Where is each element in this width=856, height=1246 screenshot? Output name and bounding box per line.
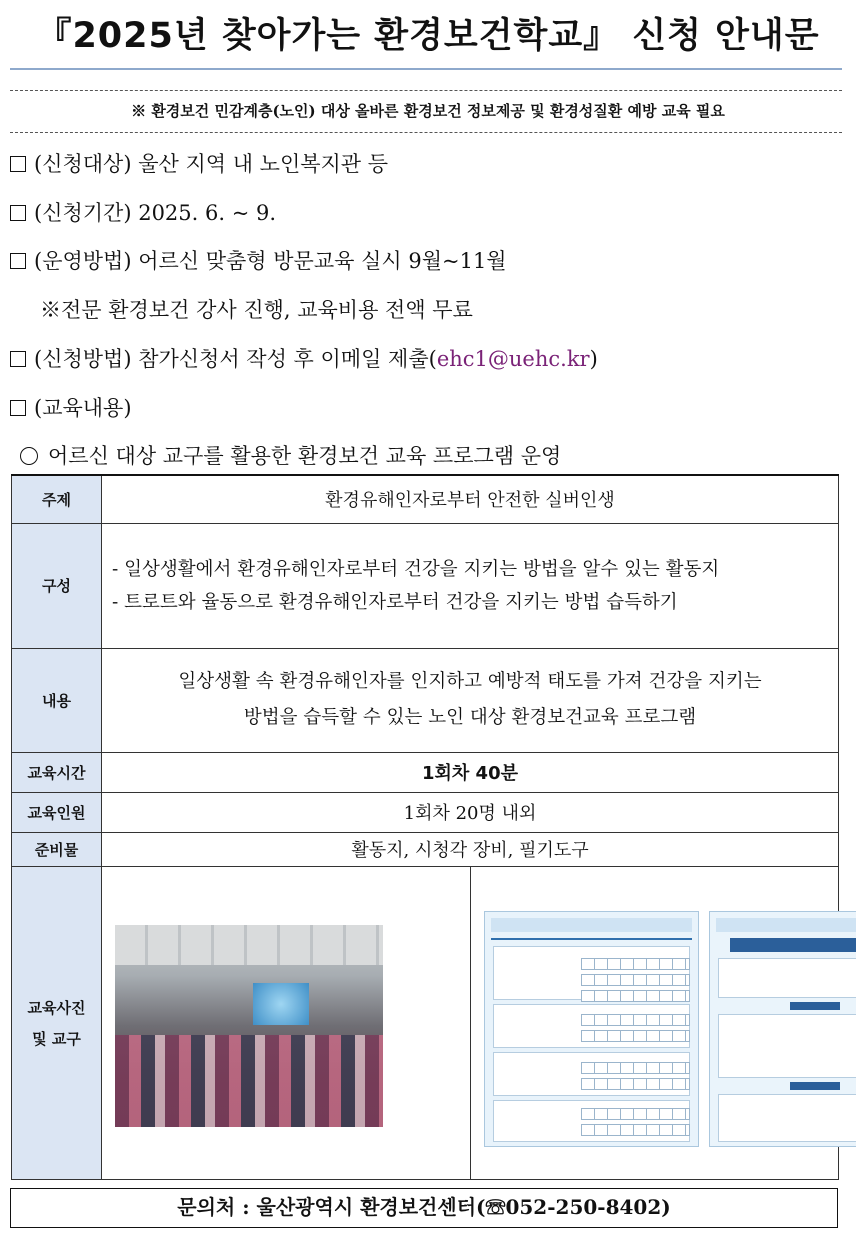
item-period-label: (신청기간) 2025. 6. ~ 9. xyxy=(34,201,277,225)
notice-text: ※ 환경보건 민감계층(노인) 대상 올바른 환경보건 정보제공 및 환경성질환 예방 교육 필요 xyxy=(131,102,725,120)
table-row-composition xyxy=(12,523,839,648)
item-method-label: (운영방법) 어르신 맞춤형 방문교육 실시 9월~11월 xyxy=(34,249,507,273)
table-row-photos xyxy=(12,866,839,1179)
prep-value: 활동지, 시청각 장비, 필기도구 xyxy=(102,832,839,866)
item-target-label: (신청대상) 울산 지역 내 노인복지관 등 xyxy=(34,152,389,176)
title-divider xyxy=(10,68,842,70)
people-label: 교육인원 xyxy=(12,792,102,832)
sub-note: ※전문 환경보건 강사 진행, 교육비용 전액 무료 xyxy=(40,298,473,322)
table-row-content xyxy=(12,648,839,752)
photo-label-line: 및 교구 xyxy=(32,1029,81,1048)
content-cell xyxy=(102,648,839,752)
item-method xyxy=(10,245,507,275)
content-line: 방법을 습득할 수 있는 노인 대상 환경보건교육 프로그램 xyxy=(243,707,697,728)
item-apply-suffix: ) xyxy=(589,347,598,371)
table-row-people xyxy=(12,792,839,832)
composition-cell xyxy=(102,523,839,648)
table-row-time xyxy=(12,752,839,792)
composition-line: - 트로트와 율동으로 환경유해인자로부터 건강을 지키는 방법 습득하기 xyxy=(112,591,678,613)
time-label: 교육시간 xyxy=(12,752,102,792)
people-value: 1회차 20명 내외 xyxy=(102,792,839,832)
topic-value: 환경유해인자로부터 안전한 실버인생 xyxy=(102,475,839,523)
email-link[interactable]: ehc1@uehc.kr xyxy=(436,347,590,371)
class-photo xyxy=(115,925,383,1127)
worksheet-image-1 xyxy=(484,911,699,1147)
item-apply xyxy=(10,343,598,373)
photo-label-line: 교육사진 xyxy=(27,998,86,1017)
time-value: 1회차 40분 xyxy=(102,752,839,792)
checkbox-icon xyxy=(10,156,26,172)
program-line xyxy=(20,440,561,470)
item-content-label: (교육내용) xyxy=(34,396,132,420)
content-line: 일상생활 속 환경유해인자를 인지하고 예방적 태도를 가져 건강을 지키는 xyxy=(178,671,762,692)
checkbox-icon xyxy=(10,205,26,221)
composition-line: - 일상생활에서 환경유해인자로부터 건강을 지키는 방법을 알수 있는 활동지 xyxy=(112,558,720,580)
page-title: 『2025년 찾아가는 환경보건학교』 신청 안내문 xyxy=(36,16,820,56)
table-row-topic xyxy=(12,475,839,523)
item-target xyxy=(10,148,388,178)
checkbox-icon xyxy=(10,351,26,367)
program-table xyxy=(11,474,839,1180)
program-line-text: 어르신 대상 교구를 활용한 환경보건 교육 프로그램 운영 xyxy=(48,444,562,468)
worksheet-cell xyxy=(470,866,839,1179)
prep-label: 준비물 xyxy=(12,832,102,866)
top-dotted-divider xyxy=(10,90,842,91)
item-apply-label: (신청방법) 참가신청서 작성 후 이메일 제출( xyxy=(34,347,437,371)
topic-label: 주제 xyxy=(12,475,102,523)
composition-label: 구성 xyxy=(12,523,102,648)
contact-footer: 문의처 : 울산광역시 환경보건센터(☏052-250-8402) xyxy=(10,1188,838,1228)
circle-bullet-icon xyxy=(20,447,38,465)
bottom-dotted-divider xyxy=(10,132,842,133)
checkbox-icon xyxy=(10,253,26,269)
item-period xyxy=(10,197,276,227)
worksheet-image-2 xyxy=(709,911,856,1147)
photo-cell xyxy=(102,866,471,1179)
checkbox-icon xyxy=(10,400,26,416)
content-label: 내용 xyxy=(12,648,102,752)
table-row-prep xyxy=(12,832,839,866)
photo-label xyxy=(12,866,102,1179)
item-content xyxy=(10,392,132,422)
